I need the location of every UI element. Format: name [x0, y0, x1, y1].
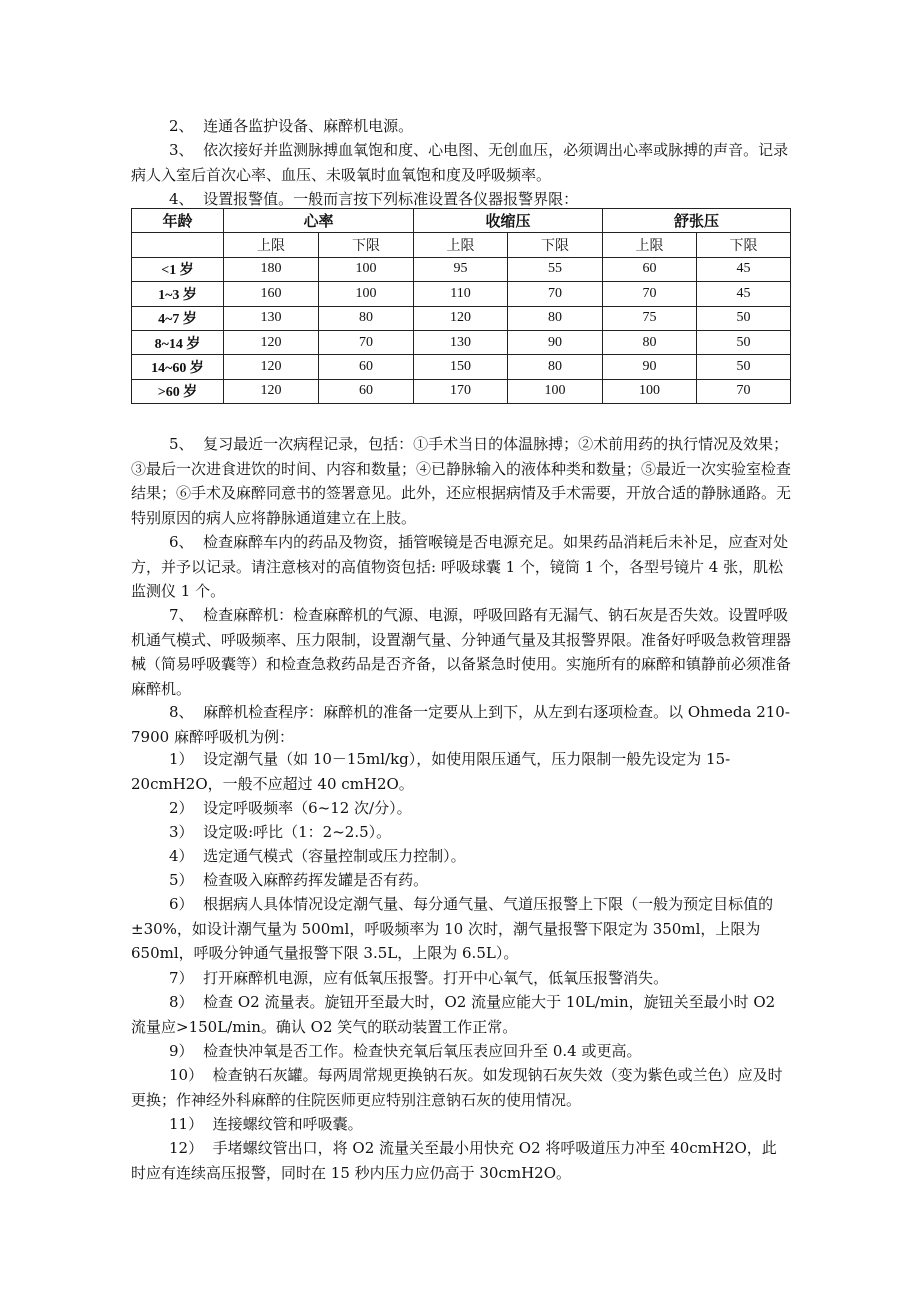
step-5: 5） 检查吸入麻醉药挥发罐是否有药。	[169, 871, 429, 889]
table-cell: 130	[414, 330, 508, 354]
age-cell: <1 岁	[132, 257, 224, 281]
table-cell: 120	[224, 379, 319, 403]
table-cell: 75	[603, 306, 697, 330]
table-cell: 100	[319, 282, 414, 306]
item-3: 3、 依次接好并监测脉搏血氧饱和度、心电图、无创血压，必须调出心率或脉搏的声音。记录病人入室后首次心率、血压、未吸氧时血氧饱和度及呼吸频率。	[131, 141, 789, 184]
table-cell: 95	[414, 257, 508, 281]
item-2: 2、 连通各监护设备、麻醉机电源。	[169, 117, 414, 135]
paragraph-5: 5、 复习最近一次病程记录，包括：①手术当日的体温脉搏；②术前用药的执行情况及效果；③最后一次进食进饮的时间、内容和数量；④已静脉输入的液体种类和数量；⑤最近一次实验室检查结果；⑥手术及麻醉同意书的签署意见。此外，还应根据病情及手术需要，开放合适的静脉通路。无特别原因的病人应将静脉通道建立在上肢。	[131, 435, 792, 527]
step-9: 9） 检查快冲氧是否工作。检查快充氧后氧压表应回升至 0.4 或更高。	[169, 1042, 642, 1060]
subheader-cell: 下限	[508, 233, 603, 257]
table-subheader-row	[132, 233, 791, 257]
table-cell: 60	[319, 379, 414, 403]
age-cell: 4~7 岁	[132, 306, 224, 330]
table-cell: 80	[319, 306, 414, 330]
table-cell: 110	[414, 282, 508, 306]
header-heart-rate: 心率	[224, 209, 414, 233]
table-cell: 170	[414, 379, 508, 403]
table-cell: 150	[414, 355, 508, 379]
age-cell: 1~3 岁	[132, 282, 224, 306]
header-systolic: 收缩压	[414, 209, 603, 233]
table-row	[132, 355, 791, 379]
table-row	[132, 257, 791, 281]
table-cell: 60	[603, 257, 697, 281]
step-7: 7） 打开麻醉机电源，应有低氧压报警。打开中心氧气，低氧压报警消失。	[169, 969, 669, 987]
table-cell: 160	[224, 282, 319, 306]
table-cell: 80	[508, 306, 603, 330]
table-cell: 100	[508, 379, 603, 403]
table-cell: 120	[414, 306, 508, 330]
age-cell: >60 岁	[132, 379, 224, 403]
table-cell: 50	[697, 355, 791, 379]
table-cell: 55	[508, 257, 603, 281]
table-cell: 120	[224, 355, 319, 379]
alarm-limits-table	[131, 208, 791, 404]
paragraph-6: 6、 检查麻醉车内的药品及物资，插管喉镜是否电源充足。如果药品消耗后未补足，应查对处方，并予以记录。请注意核对的高值物资包括: 呼吸球囊 1 个，镜筒 1 个，各型号镜片 4 张，肌松监测仪 1 个。	[131, 533, 789, 601]
subheader-cell: 下限	[697, 233, 791, 257]
table-row	[132, 282, 791, 306]
table-cell: 80	[603, 330, 697, 354]
step-4: 4） 选定通气模式（容量控制或压力控制）。	[169, 847, 466, 865]
table-cell: 50	[697, 306, 791, 330]
table-cell: 45	[697, 282, 791, 306]
step-11: 11） 连接螺纹管和呼吸囊。	[169, 1115, 363, 1133]
paragraph-7: 7、 检查麻醉机：检查麻醉机的气源、电源，呼吸回路有无漏气、钠石灰是否失效。设置呼吸机通气模式、呼吸频率、压力限制，设置潮气量、分钟通气量及其报警界限。准备好呼吸急救管理器械（简易呼吸囊等）和检查急救药品是否齐备，以备紧急时使用。实施所有的麻醉和镇静前必须准备麻醉机。	[131, 606, 792, 698]
step-1: 1） 设定潮气量（如 10－15ml/kg），如使用限压通气，压力限制一般先设定为 15-20cmH2O，一般不应超过 40 cmH2O。	[131, 750, 731, 793]
step-3: 3） 设定吸:呼比（1：2~2.5）。	[169, 823, 392, 841]
table-cell: 70	[603, 282, 697, 306]
table-cell: 90	[508, 330, 603, 354]
table-row	[132, 330, 791, 354]
table-cell: 80	[508, 355, 603, 379]
step-8: 8） 检查 O2 流量表。旋钮开至最大时，O2 流量应能大于 10L/min，旋钮关至最小时 O2 流量应>150L/min。确认 O2 笑气的联动装置工作正常。	[131, 993, 781, 1036]
table-cell: 70	[508, 282, 603, 306]
item-4: 4、 设置报警值。一般而言按下列标准设置各仪器报警界限：	[169, 190, 579, 208]
step-10: 10） 检查钠石灰罐。每两周常规更换钠石灰。如发现钠石灰失效（变为紫色或兰色）应及时更换；作神经外科麻醉的住院医师更应特别注意钠石灰的使用情况。	[131, 1066, 783, 1109]
age-cell: 14~60 岁	[132, 355, 224, 379]
table-row	[132, 306, 791, 330]
header-age: 年龄	[132, 209, 224, 233]
table-row	[132, 379, 791, 403]
step-6: 6） 根据病人具体情况设定潮气量、每分通气量、气道压报警上下限（一般为预定目标值的±30%，如设计潮气量为 500ml，呼吸频率为 10 次时，潮气量报警下限定为 350ml，上限为 650ml，呼吸分钟通气量报警下限 3.5L，上限为 6.5L）。	[131, 895, 774, 963]
table-cell: 70	[319, 330, 414, 354]
table-cell: 120	[224, 330, 319, 354]
table-cell: 45	[697, 257, 791, 281]
subheader-cell	[132, 233, 224, 257]
subheader-cell: 上限	[603, 233, 697, 257]
table-cell: 90	[603, 355, 697, 379]
step-12: 12） 手堵螺纹管出口，将 O2 流量关至最小用快充 O2 将呼吸道压力冲至 40cmH2O，此时应有连续高压报警，同时在 15 秒内压力应仍高于 30cmH2O。	[131, 1139, 777, 1182]
header-diastolic: 舒张压	[603, 209, 791, 233]
age-cell: 8~14 岁	[132, 330, 224, 354]
subheader-cell: 上限	[224, 233, 319, 257]
table-cell: 100	[603, 379, 697, 403]
paragraph-8: 8、 麻醉机检查程序：麻醉机的准备一定要从上到下，从左到右逐项检查。以 Ohmeda 210-7900 麻醉呼吸机为例：	[131, 703, 790, 746]
table-cell: 180	[224, 257, 319, 281]
table-cell: 130	[224, 306, 319, 330]
table-cell: 60	[319, 355, 414, 379]
subheader-cell: 下限	[319, 233, 414, 257]
step-2: 2） 设定呼吸频率（6~12 次/分）。	[169, 799, 412, 817]
table-cell: 100	[319, 257, 414, 281]
table-header-row	[132, 209, 791, 233]
table-cell: 50	[697, 330, 791, 354]
table-cell: 70	[697, 379, 791, 403]
subheader-cell: 上限	[414, 233, 508, 257]
